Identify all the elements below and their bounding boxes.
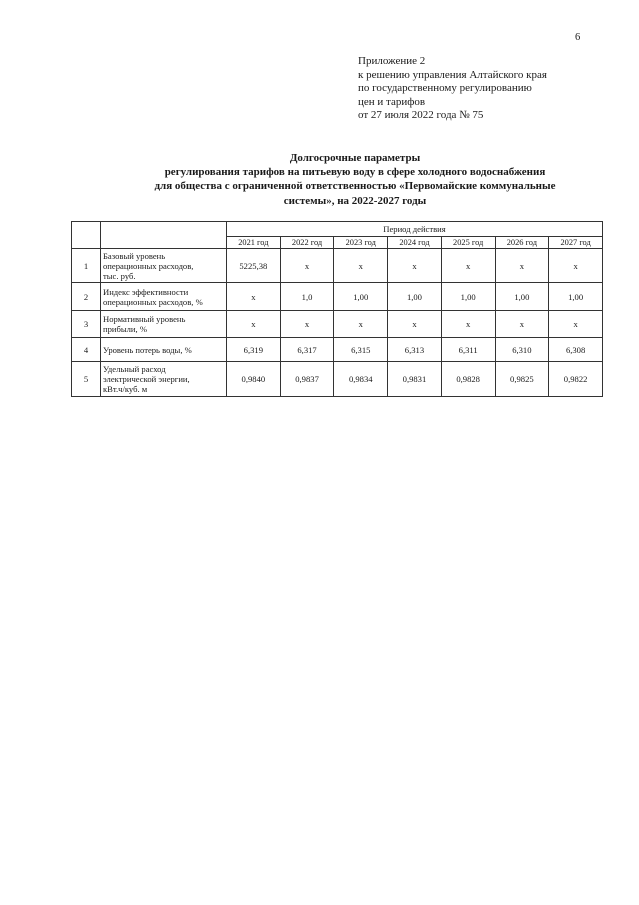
year-header: 2027 год: [549, 237, 603, 249]
row-parameter-name: [101, 311, 227, 338]
year-header: 2024 год: [388, 237, 442, 249]
appendix-header: [358, 55, 547, 123]
table-cell: 1,0: [280, 283, 334, 311]
row-number: 5: [72, 362, 101, 397]
appendix-line: Приложение 2: [358, 55, 426, 67]
table-cell: x: [227, 283, 281, 311]
name-line: операционных расходов, %: [103, 296, 203, 307]
table-cell: 5225,38: [227, 249, 281, 283]
row-parameter-name: [101, 283, 227, 311]
table-row: [72, 311, 603, 338]
row-number: 2: [72, 283, 101, 311]
name-line: кВт.ч/куб. м: [103, 384, 148, 394]
parameters-table: [71, 221, 603, 397]
table-cell: x: [441, 249, 495, 283]
row-parameter-name: [101, 249, 227, 283]
table-cell: 1,00: [441, 283, 495, 311]
name-line: электрической энергии,: [103, 374, 190, 384]
header-blank-num: [72, 222, 101, 249]
period-header: Период действия: [227, 222, 603, 237]
table-cell: x: [280, 249, 334, 283]
table-row: [72, 362, 603, 397]
row-parameter-name: [101, 362, 227, 397]
table-cell: 1,00: [334, 283, 388, 311]
title-line: регулирования тарифов на питьевую воду в сфере холодного водоснабжения: [164, 166, 546, 179]
table-cell: x: [334, 311, 388, 338]
table-cell: x: [495, 311, 549, 338]
table-cell: 1,00: [549, 283, 603, 311]
title-line: для общества с ограниченной ответственностью «Первомайские коммунальные: [154, 180, 556, 193]
table-cell: 6,319: [227, 338, 281, 362]
name-line: Удельный расход: [103, 364, 166, 374]
table-cell: 6,315: [334, 338, 388, 362]
appendix-line: к решению управления Алтайского края: [358, 68, 547, 81]
table-row: [72, 249, 603, 283]
table-cell: x: [549, 249, 603, 283]
table-cell: 6,317: [280, 338, 334, 362]
row-number: 4: [72, 338, 101, 362]
appendix-line: цен и тарифов: [358, 95, 426, 108]
table-cell: 0,9822: [549, 362, 603, 397]
table-cell: 6,310: [495, 338, 549, 362]
page-number: 6: [575, 32, 581, 43]
table-cell: 0,9840: [227, 362, 281, 397]
name-line: операционных расходов,: [103, 260, 194, 271]
name-line: Базовый уровень: [103, 250, 166, 261]
row-number: 3: [72, 311, 101, 338]
table-cell: x: [227, 311, 281, 338]
name-line: прибыли, %: [103, 324, 147, 334]
table-cell: x: [388, 311, 442, 338]
title-line: системы», на 2022-2027 годы: [283, 194, 427, 207]
year-header: 2025 год: [441, 237, 495, 249]
name-line: Индекс эффективности: [103, 286, 189, 297]
table-cell: x: [334, 249, 388, 283]
table-cell: x: [495, 249, 549, 283]
appendix-line: по государственному регулированию: [358, 82, 532, 95]
row-number: 1: [72, 249, 101, 283]
name-line: Нормативный уровень: [103, 314, 186, 324]
table-row: [72, 283, 603, 311]
name-line: тыс. руб.: [103, 270, 136, 281]
table-cell: x: [280, 311, 334, 338]
table-cell: x: [441, 311, 495, 338]
header-blank-name: [101, 222, 227, 249]
table-cell: 0,9834: [334, 362, 388, 397]
year-header: 2022 год: [280, 237, 334, 249]
table-cell: 0,9825: [495, 362, 549, 397]
table-cell: 6,308: [549, 338, 603, 362]
year-header: 2026 год: [495, 237, 549, 249]
table-cell: 0,9831: [388, 362, 442, 397]
title-line: Долгосрочные параметры: [289, 152, 421, 164]
table-cell: 0,9837: [280, 362, 334, 397]
table-cell: 6,311: [441, 338, 495, 362]
year-header: 2021 год: [227, 237, 281, 249]
table-cell: x: [388, 249, 442, 283]
table-cell: 6,313: [388, 338, 442, 362]
appendix-line: от 27 июля 2022 года № 75: [358, 109, 484, 122]
year-header: 2023 год: [334, 237, 388, 249]
table-cell: 1,00: [495, 283, 549, 311]
table-row: [72, 338, 603, 362]
table-cell: 0,9828: [441, 362, 495, 397]
table-cell: x: [549, 311, 603, 338]
name-line: Уровень потерь воды, %: [103, 344, 192, 355]
row-parameter-name: [101, 338, 227, 362]
table-cell: 1,00: [388, 283, 442, 311]
document-title: [90, 151, 620, 208]
